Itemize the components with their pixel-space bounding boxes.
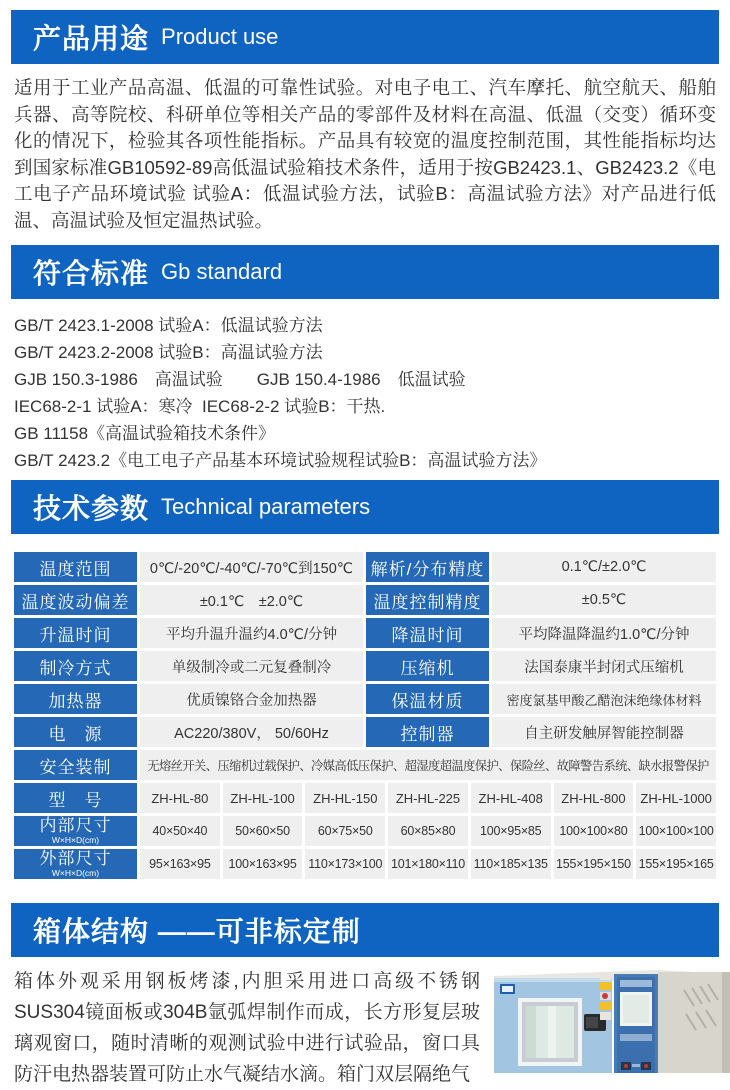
size-cell: 110×185×135 <box>471 849 551 879</box>
size-cell: 60×75×50 <box>305 816 385 846</box>
control-panel <box>614 974 658 1073</box>
spec-value: 0.1℃/±2.0℃ <box>492 552 716 582</box>
standards-list <box>14 312 716 474</box>
spec-label: 温度控制精度 <box>366 585 489 615</box>
section-title-zh: 技术参数 <box>33 493 150 524</box>
spec-label <box>14 816 137 846</box>
model-cell: ZH-HL-80 <box>140 783 220 813</box>
spec-value: 0℃/-20℃/-40℃/-70℃到150℃ <box>140 552 363 582</box>
standard-line: GB 11158《高温试验箱技术条件》 <box>14 424 276 443</box>
spec-value: ±0.1℃ ±2.0℃ <box>140 585 363 615</box>
spec-value: 法国泰康半封闭式压缩机 <box>492 651 716 681</box>
standard-line: GB/T 2423.1-2008 试验A：低温试验方法 <box>14 316 323 335</box>
spec-value: 密度氯基甲酸乙醋泡沫绝缘体材料 <box>492 684 716 714</box>
section-header-cabinet-structure <box>11 903 719 957</box>
standard-line: GJB 150.3-1986 高温试验 GJB 150.4-1986 低温试验 <box>14 370 466 389</box>
size-cell: 101×180×110 <box>388 849 468 879</box>
model-cell: ZH-HL-150 <box>305 783 385 813</box>
spec-label: 升温时间 <box>14 618 137 648</box>
spec-table <box>14 552 716 879</box>
spec-value: 平均升温升温约4.0℃/分钟 <box>140 618 363 648</box>
spec-label: 降温时间 <box>366 618 489 648</box>
spec-value: ±0.5℃ <box>492 585 716 615</box>
size-cell: 110×173×100 <box>305 849 385 879</box>
cabinet-structure-paragraph: 箱体外观采用钢板烤漆,内胆采用进口高级不锈钢SUS304镜面板或304B氩弧焊制作而成，长方形复层玻璃观窗口，随时清晰的观测试验中进行试验品，窗口具防汗电热器装置可防止水气凝结水滴。箱门双层隔绝气 <box>14 971 480 1085</box>
spec-label: 温度范围 <box>14 552 137 582</box>
model-cell: ZH-HL-800 <box>554 783 634 813</box>
test-chamber-photo <box>488 966 730 1073</box>
model-cell: ZH-HL-225 <box>388 783 468 813</box>
spec-label: 型 号 <box>14 783 137 813</box>
spec-value: 自主研发触屏智能控制器 <box>492 717 716 747</box>
size-cell: 50×60×50 <box>223 816 303 846</box>
standard-line: GB/T 2423.2《电工电子产品基本环境试验规程试验B：高温试验方法》 <box>14 451 547 470</box>
section-header-product-use <box>11 10 719 64</box>
section-header-technical-parameters <box>11 480 719 534</box>
viewing-window <box>518 998 582 1066</box>
spec-row-safety <box>14 750 716 780</box>
product-use-paragraph: 适用于工业产品高温、低温的可靠性试验。对电子电工、汽车摩托、航空航天、船舶兵器、高等院校、科研单位等相关产品的零部件及材料在高温、低温（交变）循环变化的情况下，检验其各项性能指标。产品具有较宽的温度控制范围，其性能指标均达到国家标准GB10592-89高低温试验箱技术条件，适用于按GB2423.1、GB2423.2《电工电子产品环境试验 试验A：低温试验方法，试验B：高温试验方法》对产品进行低温、高温试验及恒定温热试验。 <box>14 77 716 231</box>
spec-row-fluctuation <box>14 585 716 615</box>
spec-label: 电 源 <box>14 717 137 747</box>
spec-label-text: 外部尺寸 <box>39 849 112 869</box>
section-title-zh: 箱体结构 ——可非标定制 <box>33 916 361 947</box>
section-title-en: Product use <box>161 24 279 49</box>
product-photo <box>488 966 730 1073</box>
size-cell: 95×163×95 <box>140 849 220 879</box>
spec-label-unit: W×H×D(cm) <box>51 868 100 879</box>
size-cell: 40×50×40 <box>140 816 220 846</box>
spec-value: 无熔丝开关、压缩机过载保护、冷媒高低压保护、超湿度超温度保护、保险丝、故障警告系统、缺水报警保护 <box>140 750 716 780</box>
spec-label: 控制器 <box>366 717 489 747</box>
spec-value: 单级制冷或二元复叠制冷 <box>140 651 363 681</box>
chamber-side-panel <box>658 972 730 1073</box>
section-title-zh: 产品用途 <box>33 23 150 54</box>
spec-label: 加热器 <box>14 684 137 714</box>
spec-label-text: 内部尺寸 <box>39 816 112 836</box>
section-title-zh: 符合标准 <box>33 258 150 289</box>
spec-row-heating-time <box>14 618 716 648</box>
standard-line: GB/T 2423.2-2008 试验B：高温试验方法 <box>14 343 323 362</box>
spec-row-cooling-method <box>14 651 716 681</box>
section-header-gb-standard <box>11 245 719 299</box>
spec-label: 保温材质 <box>366 684 489 714</box>
section-title-en: Technical parameters <box>161 494 371 519</box>
spec-row-temperature-range <box>14 552 716 582</box>
spec-label: 温度波动偏差 <box>14 585 137 615</box>
size-cell: 100×163×95 <box>223 849 303 879</box>
size-cell: 100×100×80 <box>554 816 634 846</box>
spec-value: AC220/380V， 50/60Hz <box>140 717 363 747</box>
spec-row-model <box>14 783 716 813</box>
warning-stickers <box>600 972 611 1020</box>
spec-value: 优质镍铬合金加热器 <box>140 684 363 714</box>
spec-value: 平均降温降温约1.0℃/分钟 <box>492 618 716 648</box>
spec-label <box>14 849 137 879</box>
size-cell: 100×95×85 <box>471 816 551 846</box>
spec-row-power <box>14 717 716 747</box>
spec-row-inner-size <box>14 816 716 846</box>
spec-row-heater <box>14 684 716 714</box>
standard-line: IEC68-2-1 试验A：寒冷 IEC68-2-2 试验B：干热. <box>14 397 386 416</box>
spec-label: 压缩机 <box>366 651 489 681</box>
size-cell: 155×195×150 <box>554 849 634 879</box>
model-cell: ZH-HL-100 <box>223 783 303 813</box>
model-cell: ZH-HL-408 <box>471 783 551 813</box>
size-cell: 60×85×80 <box>388 816 468 846</box>
spec-label: 解析/分布精度 <box>366 552 489 582</box>
model-cell: ZH-HL-1000 <box>636 783 716 813</box>
size-cell: 155×195×165 <box>636 849 716 879</box>
section-title-en: Gb standard <box>161 259 283 284</box>
spec-label-unit: W×H×D(cm) <box>51 835 100 846</box>
cabinet-structure-section <box>14 966 730 1090</box>
spec-row-outer-size <box>14 849 716 879</box>
size-cell: 100×100×100 <box>636 816 716 846</box>
spec-label: 安全装制 <box>14 750 137 780</box>
spec-label: 制冷方式 <box>14 651 137 681</box>
